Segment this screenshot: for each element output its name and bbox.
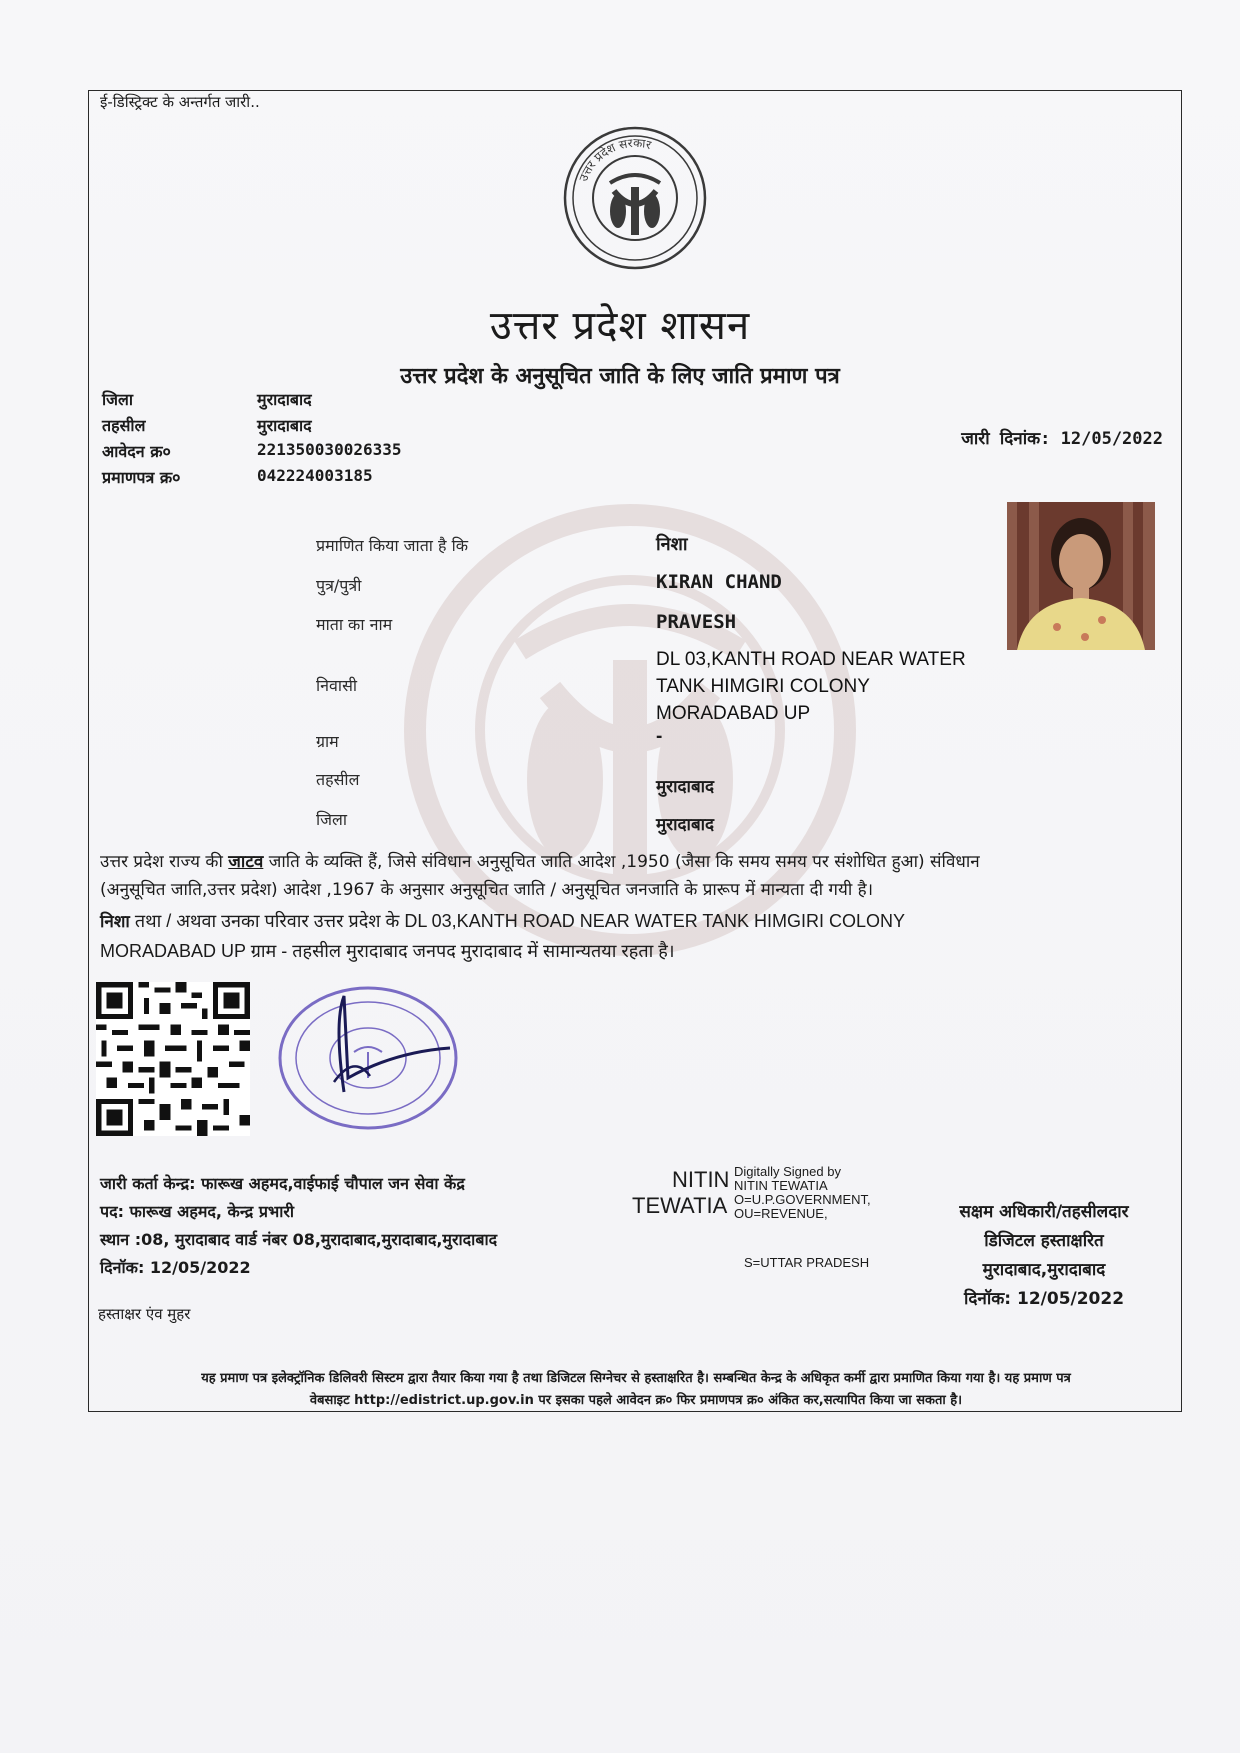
field-district-label: जिला (316, 810, 348, 829)
issuer-center: जारी कर्ता केन्द्र: फारूख अहमद,वाईफाई चौपाल जन सेवा केंद्र (100, 1174, 465, 1193)
signature-details (734, 1165, 871, 1221)
issue-date-label: जारी दिनांक: (961, 429, 1051, 449)
issue-date (961, 426, 1163, 449)
address-line-3: MORADABAD UP (656, 703, 811, 724)
caste-name: जाटव (228, 852, 264, 872)
address-line-2: TANK HIMGIRI COLONY (656, 676, 870, 697)
field-parent-label: पुत्र/पुत्री (316, 576, 362, 595)
officer-line-1: सक्षम अधिकारी/तहसीलदार (959, 1202, 1129, 1222)
declaration-prefix: उत्तर प्रदेश राज्य की (100, 852, 229, 872)
emblem-text: उत्तर प्रदेश सरकार (576, 135, 653, 184)
officer-block (904, 1198, 1184, 1314)
field-tehsil-label: तहसील (316, 770, 360, 789)
signature-detail-3: O=U.P.GOVERNMENT, (734, 1192, 871, 1207)
field-name-value: निशा (656, 534, 688, 555)
official-seal-stamp-icon (274, 982, 462, 1134)
field-mother-label: माता का नाम (316, 615, 393, 634)
issuer-place: स्थान :08, मुरादाबाद वार्ड नंबर 08,मुरादाबाद,मुरादाबाद,मुरादाबाद (100, 1230, 498, 1249)
meta-district-value: मुरादाबाद (257, 390, 312, 409)
meta-tehsil-label: तहसील (102, 416, 146, 435)
field-tehsil-value: मुरादाबाद (656, 777, 715, 797)
officer-line-2: डिजिटल हस्ताक्षरित (984, 1231, 1104, 1251)
certificate-subtitle: उत्तर प्रदेश के अनुसूचित जाति के लिए जाति प्रमाण पत्र (400, 364, 840, 389)
field-mother-value: PRAVESH (656, 611, 737, 633)
footer-line-1: यह प्रमाण पत्र इलेक्ट्रॉनिक डिलिवरी सिस्टम द्वारा तैयार किया गया है तथा डिजिटल सिग्नेचर से हस्ताक्षरित है। सम्बन्धित केन्द्र के अधिकृत कर्मी द्वारा प्रमाणित किया गया है। यह प्रमाण पत्र (201, 1371, 1071, 1386)
field-district-value: मुरादाबाद (656, 815, 715, 835)
officer-line-4: दिनॉक: 12/05/2022 (963, 1289, 1125, 1309)
meta-application-label: आवेदन क्र० (102, 442, 171, 461)
signature-detail-4: OU=REVENUE, (734, 1206, 828, 1221)
field-parent-value: KIRAN CHAND (656, 571, 782, 593)
header-note: ई-डिस्ट्रिक्ट के अन्तर्गत जारी.. (100, 93, 260, 111)
declaration-suffix: जाति के व्यक्ति हैं, जिसे संविधान अनुसूचित जाति आदेश ,1950 (जैसा कि समय समय पर संशोधित हुआ) संविधान (263, 852, 980, 872)
field-resident-label: निवासी (316, 676, 358, 695)
declaration-line-3 (100, 906, 1160, 937)
certificate-title: उत्तर प्रदेश शासन (489, 303, 751, 349)
meta-application-value: 221350030026335 (257, 440, 402, 459)
up-government-emblem-icon (562, 125, 708, 271)
signature-detail-2: NITIN TEWATIA (734, 1178, 828, 1193)
address-line-1: DL 03,KANTH ROAD NEAR WATER (656, 649, 966, 670)
declaration-name: निशा (100, 912, 130, 932)
field-village-label: ग्राम (316, 732, 339, 751)
signer-name-line-2: TEWATIA (632, 1193, 728, 1218)
signature-detail-5: S=UTTAR PRADESH (744, 1255, 870, 1270)
issue-date-value: 12/05/2022 (1060, 429, 1163, 449)
signer-name-line-1: NITIN (672, 1167, 730, 1192)
signature-detail-1: Digitally Signed by (734, 1164, 841, 1179)
issuer-post: पद: फारूख अहमद, केन्द्र प्रभारी (100, 1202, 295, 1221)
declaration-residence: तथा / अथवा उनका परिवार उत्तर प्रदेश के DL 03,KANTH ROAD NEAR WATER TANK HIMGIRI COLONY (129, 911, 906, 931)
footer-note (106, 1368, 1166, 1412)
officer-line-3: मुरादाबाद,मुरादाबाद (982, 1260, 1106, 1280)
declaration-line-1 (100, 848, 1160, 876)
field-address (656, 646, 966, 727)
meta-tehsil-value: मुरादाबाद (257, 416, 312, 435)
applicant-photo (1007, 502, 1155, 650)
declaration-line-4: MORADABAD UP ग्राम - तहसील मुरादाबाद जनपद मुरादाबाद में सामान्यतया रहता है। (100, 941, 675, 961)
field-certified-label: प्रमाणित किया जाता है कि (316, 536, 469, 555)
footer-line-2: वेबसाइट http://edistrict.up.gov.in पर इसका पहले आवेदन क्र० फिर प्रमाणपत्र क्र० अंकित कर,सत्यापित किया जा सकता है। (309, 1393, 963, 1408)
declaration-line-2: (अनुसूचित जाति,उत्तर प्रदेश) आदेश ,1967 के अनुसार अनुसूचित जाति / अनुसूचित जनजाति के प्रारूप में मान्यता दी गयी है। (100, 880, 874, 900)
issuer-date: दिनॉक: 12/05/2022 (100, 1258, 251, 1277)
meta-certificate-label: प्रमाणपत्र क्र० (102, 468, 181, 487)
field-village-value: - (656, 726, 663, 747)
qr-code-icon (96, 982, 250, 1136)
meta-certificate-value: 042224003185 (257, 466, 373, 485)
meta-district-label: जिला (102, 390, 134, 409)
signature-seal-label: हस्ताक्षर एंव मुहर (98, 1305, 191, 1323)
